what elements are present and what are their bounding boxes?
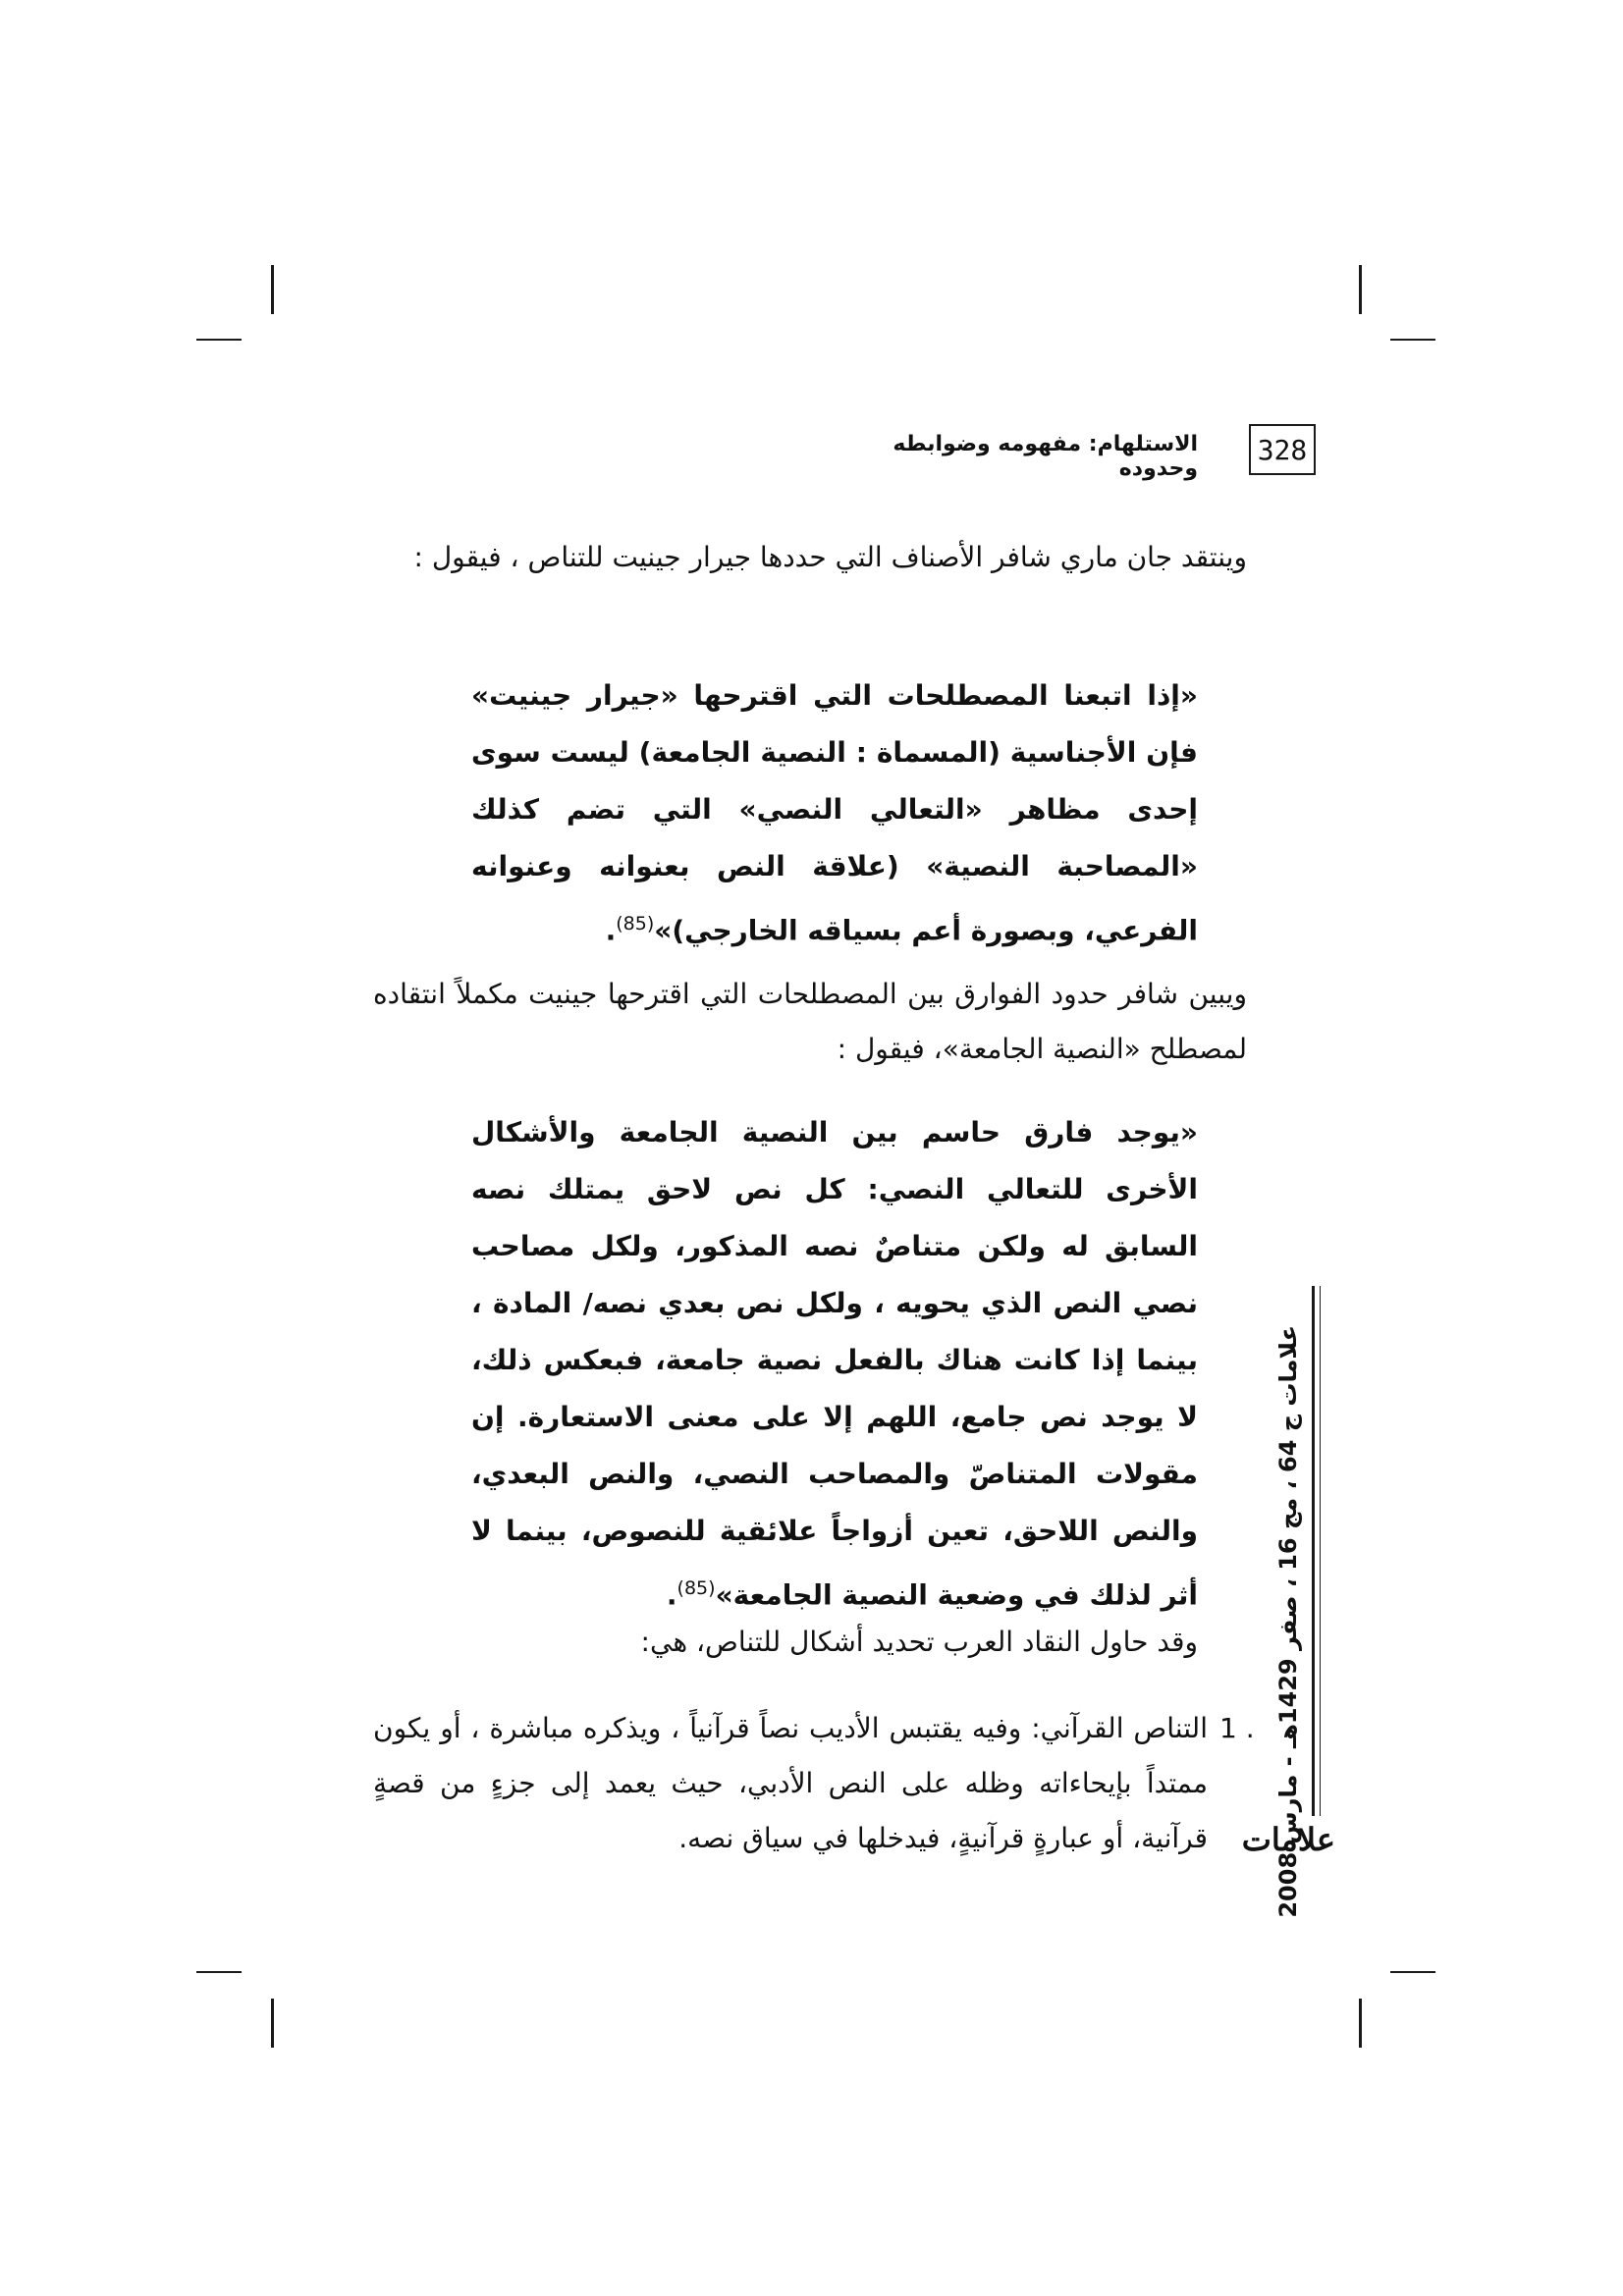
journal-logo: علامات	[1241, 1821, 1335, 1858]
crop-mark	[196, 339, 242, 341]
crop-mark	[1390, 1971, 1435, 1973]
list-item: التناص القرآني: وفيه يقتبس الأديب نصاً قرآنياً ، ويذكره مباشرة ، أو يكون ممتداً بإيحاءاته وظله على النص الأدبي، حيث يعمد إلى جزءٍ من قصةٍ قرآنية، أو عبارةٍ قرآنيةٍ، فيدخلها في سياق نصه.	[373, 1712, 1208, 1854]
quote-end: .	[605, 914, 617, 947]
sidebar-rule	[1320, 1286, 1321, 1816]
quote-text: «يوجد فارق حاسم بين النصية الجامعة والأشكال الأخرى للتعالي النصي: كل نص لاحق يمتلك نصه السابق له ولكن متناصٌ نصه المذكور، ولكل مصاحب نصي النص الذي يحويه ، ولكل نص بعدي نصه/ المادة ، بينما إذا كانت هناك بالفعل نصية جامعة، فبعكس ذلك، لا يوجد نص جامع، اللهم إلا على معنى الاستعارة. إن مقولات المتناصّ والمصاحب النصي، والنص البعدي، والنص اللاحق، تعين أزواجاً علائقية للنصوص، بينما لا أثر لذلك في وضعية النصية الجامعة»	[471, 1116, 1198, 1612]
footnote-ref: (85)	[676, 1577, 716, 1599]
crop-mark	[271, 265, 274, 314]
crop-mark	[271, 1999, 274, 2048]
journal-info: علامات ج 64 ، مج 16 ، صفر 1429هـ - مارس 2008	[1274, 1325, 1302, 1918]
block-quote	[471, 1104, 1198, 1624]
list-number: 1 .	[1219, 1712, 1255, 1744]
crop-mark	[1359, 1999, 1362, 2048]
running-title: الاستلهام: مفهومه وضوابطه وحدوده	[893, 432, 1198, 481]
footnote-ref: (85)	[616, 913, 655, 934]
sidebar-rule	[1312, 1286, 1315, 1816]
paragraph: وينتقد جان ماري شافر الأصناف التي حددها جيرار جينيت للتناص ، فيقول :	[413, 541, 1247, 573]
quote-end: .	[666, 1578, 677, 1612]
paragraph: وقد حاول النقاد العرب تحديد أشكال للتناص، هي:	[640, 1626, 1198, 1658]
page-number	[1249, 424, 1316, 475]
crop-mark	[1390, 339, 1435, 341]
crop-mark	[196, 1971, 242, 1973]
quote-text: «إذا اتبعنا المصطلحات التي اقترحها «جيرار جينيت» فإن الأجناسية (المسماة : النصية الجامعة) ليست سوى إحدى مظاهر «التعالي النصي» التي تضم كذلك «المصاحبة النصية» (علاقة النص بعنوانه وعنوانه الفرعي، وبصورة أعم بسياقه الخارجي)»	[471, 679, 1198, 947]
page-number-text: 328	[1257, 433, 1308, 466]
block-quote	[471, 667, 1198, 959]
paragraph: ويبين شافر حدود الفوارق بين المصطلحات التي اقترحها جينيت مكملاً انتقاده لمصطلح «النصية الجامعة»، فيقول :	[373, 978, 1247, 1065]
crop-mark	[1359, 265, 1362, 314]
